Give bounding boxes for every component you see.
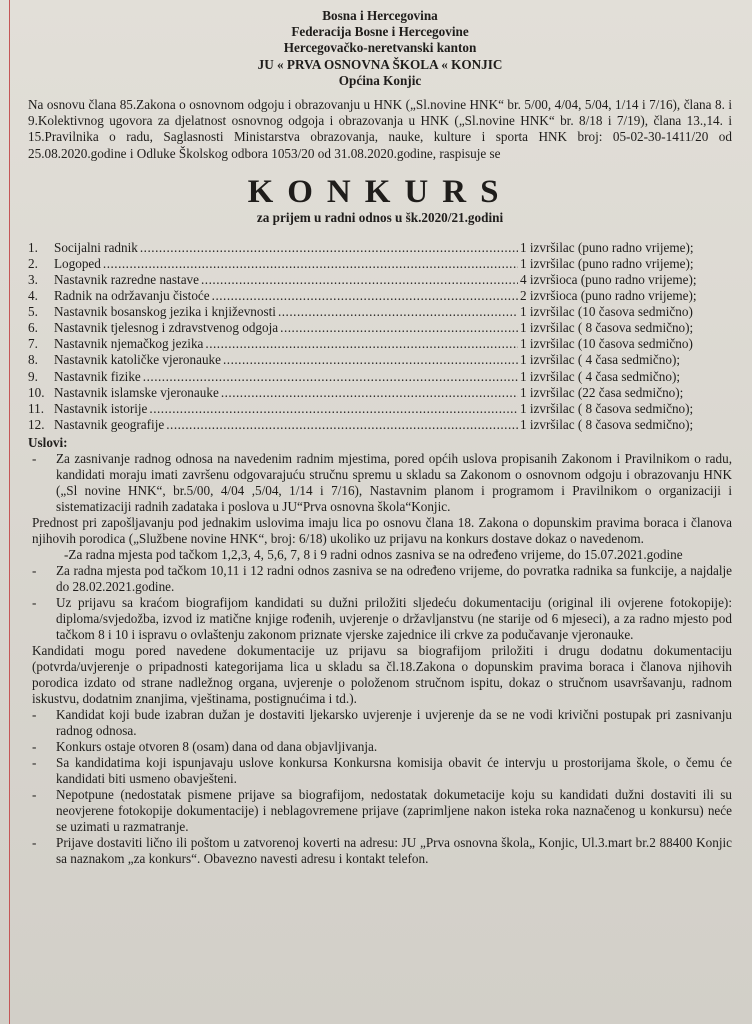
position-number: 2. xyxy=(28,255,38,271)
page-subtitle: za prijem u radni odnos u šk.2020/21.godini xyxy=(256,209,504,225)
list-item xyxy=(28,369,732,385)
position-name: Radnik na održavanju čistoće xyxy=(54,288,210,304)
position-number: 11. xyxy=(28,400,44,416)
list-item xyxy=(28,272,732,288)
condition-term-fixed: -Za radna mjesta pod tačkom 1,2,3, 4, 5,6, 7, 8 i 9 radni odnos zasniva se na određeno vrijeme, do 15.07.2021.godine xyxy=(64,546,683,562)
condition-submission: - Prijave dostaviti lično ili poštom u zatvorenoj koverti na adresu: JU „Prva osnovna škola„ Konjic, Ul.3.mart br.2 88400 Konjic sa naznakom „za konkurs“. Obavezno navesti adresu i kontakt telefon. xyxy=(28,835,732,867)
position-number: 3. xyxy=(28,272,38,288)
dot-leader xyxy=(149,401,518,417)
position-number: 10. xyxy=(28,384,45,400)
position-name: Nastavnik katoličke vjeronauke xyxy=(54,352,221,368)
header-line-school: JU « PRVA OSNOVNA ŠKOLA « KONJIC xyxy=(257,56,503,72)
list-item xyxy=(28,288,732,304)
positions-list xyxy=(28,240,732,433)
dot-leader xyxy=(140,240,518,256)
dot-leader xyxy=(278,304,518,320)
dot-leader xyxy=(280,320,518,336)
condition-additional-docs: Kandidati mogu pored navedene dokumentacije uz prijavu sa biografijom priložiti i drugu dodatnu dokumentaciju (potvrda/uvjerenje o pripadnosti kategorijama lica u skladu sa čl.18.Zakona o dopunskim pravima boraca i članova njihovih porodica izdato od strane nadležnog organa, uvjerenje o položenom stručnom ispitu, dokaz o stručnom usavršavanju, radnom iskustvu, dodatnim znanjima, vještinama, postignućima i td.). xyxy=(32,642,732,706)
position-count: 2 izvršioca (puno radno vrijeme); xyxy=(520,288,697,304)
header-line-federation: Federacija Bosne i Hercegovine xyxy=(291,24,469,40)
dot-leader xyxy=(221,385,518,401)
position-name: Nastavnik tjelesnog i zdravstvenog odgoja xyxy=(54,320,279,336)
position-name: Nastavnik istorije xyxy=(54,400,148,416)
position-name: Nastavnik razredne nastave xyxy=(54,272,199,288)
dot-leader xyxy=(212,288,518,304)
dot-leader xyxy=(103,256,518,272)
header-line-country: Bosna i Hercegovina xyxy=(322,8,438,23)
position-count: 1 izvršilac (puno radno vrijeme); xyxy=(520,255,694,271)
condition-priority: Prednost pri zapošljavanju pod jednakim uslovima imaju lica po osnovu člana 18. Zakona o dopunskim pravima boraca i članova njihovih porodica („Službene novine HNK“, broj: 6/18) ukoliko uz prijavu na konkurs dostave dokaz o navedenom. xyxy=(32,514,732,546)
dot-leader xyxy=(201,272,518,288)
position-count: 1 izvršilac (puno radno vrijeme); xyxy=(520,239,694,255)
header-line-canton: Hercegovačko-neretvanski kanton xyxy=(283,40,477,56)
position-count: 1 izvršilac ( 8 časova sedmično); xyxy=(520,416,694,432)
position-count: 4 izvršioca (puno radno vrijeme); xyxy=(520,272,697,288)
position-number: 12. xyxy=(28,416,45,432)
position-name: Nastavnik bosanskog jezika i književnosti xyxy=(54,304,276,320)
header-line-municipality: Općina Konjic xyxy=(338,72,422,88)
position-name: Socijalni radnik xyxy=(54,239,138,255)
position-name: Nastavnik islamske vjeronauke xyxy=(54,384,219,400)
margin-line xyxy=(9,0,10,1024)
dot-leader xyxy=(143,369,518,385)
position-count: 1 izvršilac ( 8 časova sedmično); xyxy=(520,320,694,336)
position-number: 7. xyxy=(28,336,38,352)
institution-header xyxy=(28,8,732,89)
list-item xyxy=(28,417,732,433)
position-name: Nastavnik fizike xyxy=(54,368,141,384)
conditions-heading: Uslovi: xyxy=(28,434,68,450)
condition-interview: - Sa kandidatima koji ispunjavaju uslove konkursa Konkursna komisija obavit će intervju u prostorijama škole, o čemu će kandidati biti usmeno obavješteni. xyxy=(28,755,732,787)
position-count: 1 izvršilac ( 8 časova sedmično); xyxy=(520,400,694,416)
position-number: 6. xyxy=(28,320,38,336)
position-number: 9. xyxy=(28,368,38,384)
page-title: KONKURS xyxy=(247,173,513,210)
condition-term-return: - Za radna mjesta pod tačkom 10,11 i 12 radni odnos zasniva se na određeno vrijeme, do povratka radnika sa funkcije, a najdalje do 28.02.2021.godine. xyxy=(28,563,732,595)
dot-leader xyxy=(223,352,518,368)
position-count: 1 izvršilac (22 časa sedmično); xyxy=(520,384,684,400)
position-count: 1 izvršilac ( 4 časa sedmično); xyxy=(520,352,681,368)
list-item xyxy=(28,304,732,320)
list-item xyxy=(28,401,732,417)
condition-open-period: - Konkurs ostaje otvoren 8 (osam) dana od dana objavljivanja. xyxy=(28,739,732,755)
list-item xyxy=(28,385,732,401)
position-count: 1 izvršilac ( 4 časa sedmično); xyxy=(520,368,681,384)
condition-qualifications: - Za zasnivanje radnog odnosa na navedenim radnim mjestima, pored općih uslova propisanih Zakonom i Pravilnikom o radu, kandidati moraju imati završenu odgovarajuću stručnu spremu u skladu sa Zakonom o osnovnom odgoju i obrazovanju HNK („Sl novine HNK“, br.5/00, 4/04 ,5/04, 1/14 i 7/16), Nastavnim planom i programom i Pravilnikom o organizaciji i sistematizaciji radnih zadataka i poslova u JU“Prva osnovna škola“Konjic. xyxy=(28,451,732,515)
position-name: Nastavnik geografije xyxy=(54,416,165,432)
intro-paragraph: Na osnovu člana 85.Zakona o osnovnom odgoju i obrazovanju u HNK („Sl.novine HNK“ br. 5/00, 4/04, 5/04, 1/14 i 7/16), člana 8. i 9.Kolektivnog ugovora za djelatnost osnovnog odgoja i obrazovanja u HNK („Sl.novine HNK“ br. 8/18 i 7/19), člana 13.,14. i 15.Pravilnika o radu, Saglasnosti Ministarstva obrazovanja, nauke, kulture i sporta HNK broj: 05-02-30-1411/20 od 25.08.2020.godine i Odluke Školskog odbora 1053/20 od 31.08.2020.godine, raspisuje se xyxy=(28,97,732,161)
position-count: 1 izvršilac (10 časova sedmično) xyxy=(520,304,693,320)
position-number: 5. xyxy=(28,304,38,320)
condition-documents: - Uz prijavu sa kraćom biografijom kandidati su dužni priložiti sljedeću dokumentaciju (original ili ovjerene fotokopije): diploma/svjedožba, izvod iz matične knjige rođenih, uvjerenje o državljanstvu (ne starije od 6 mjeseci), a za radno mjesto pod tačkom 8 i 10 i ispravu o ovlaštenju zakonom priznate vjerske zajednice ili crkve za podučavanje vjeronauke. xyxy=(28,595,732,643)
position-count: 1 izvršilac (10 časova sedmično) xyxy=(520,336,693,352)
list-item xyxy=(28,352,732,368)
position-number: 4. xyxy=(28,288,38,304)
position-number: 1. xyxy=(28,239,38,255)
position-name: Logoped xyxy=(54,255,101,271)
condition-medical: - Kandidat koji bude izabran dužan je dostaviti ljekarsko uvjerenje i uvjerenje da se ne vodi krivični postupak pri zasnivanju radnog odnosa. xyxy=(28,707,732,739)
condition-incomplete: - Nepotpune (nedostatak pismene prijave sa biografijom, nedostatak dokumetacije koju su kandidati dužni dostaviti ili su neovjerene fotokopije dokumentacije) i neblagovremene prijave (zaprimljene nakon isteka roka naznačenog u konkursu) neće se uzimati u razmatranje. xyxy=(28,787,732,835)
list-item xyxy=(28,336,732,352)
position-number: 8. xyxy=(28,352,38,368)
dot-leader xyxy=(166,417,518,433)
list-item xyxy=(28,256,732,272)
dot-leader xyxy=(205,336,518,352)
list-item xyxy=(28,320,732,336)
position-name: Nastavnik njemačkog jezika xyxy=(54,336,204,352)
list-item xyxy=(28,240,732,256)
